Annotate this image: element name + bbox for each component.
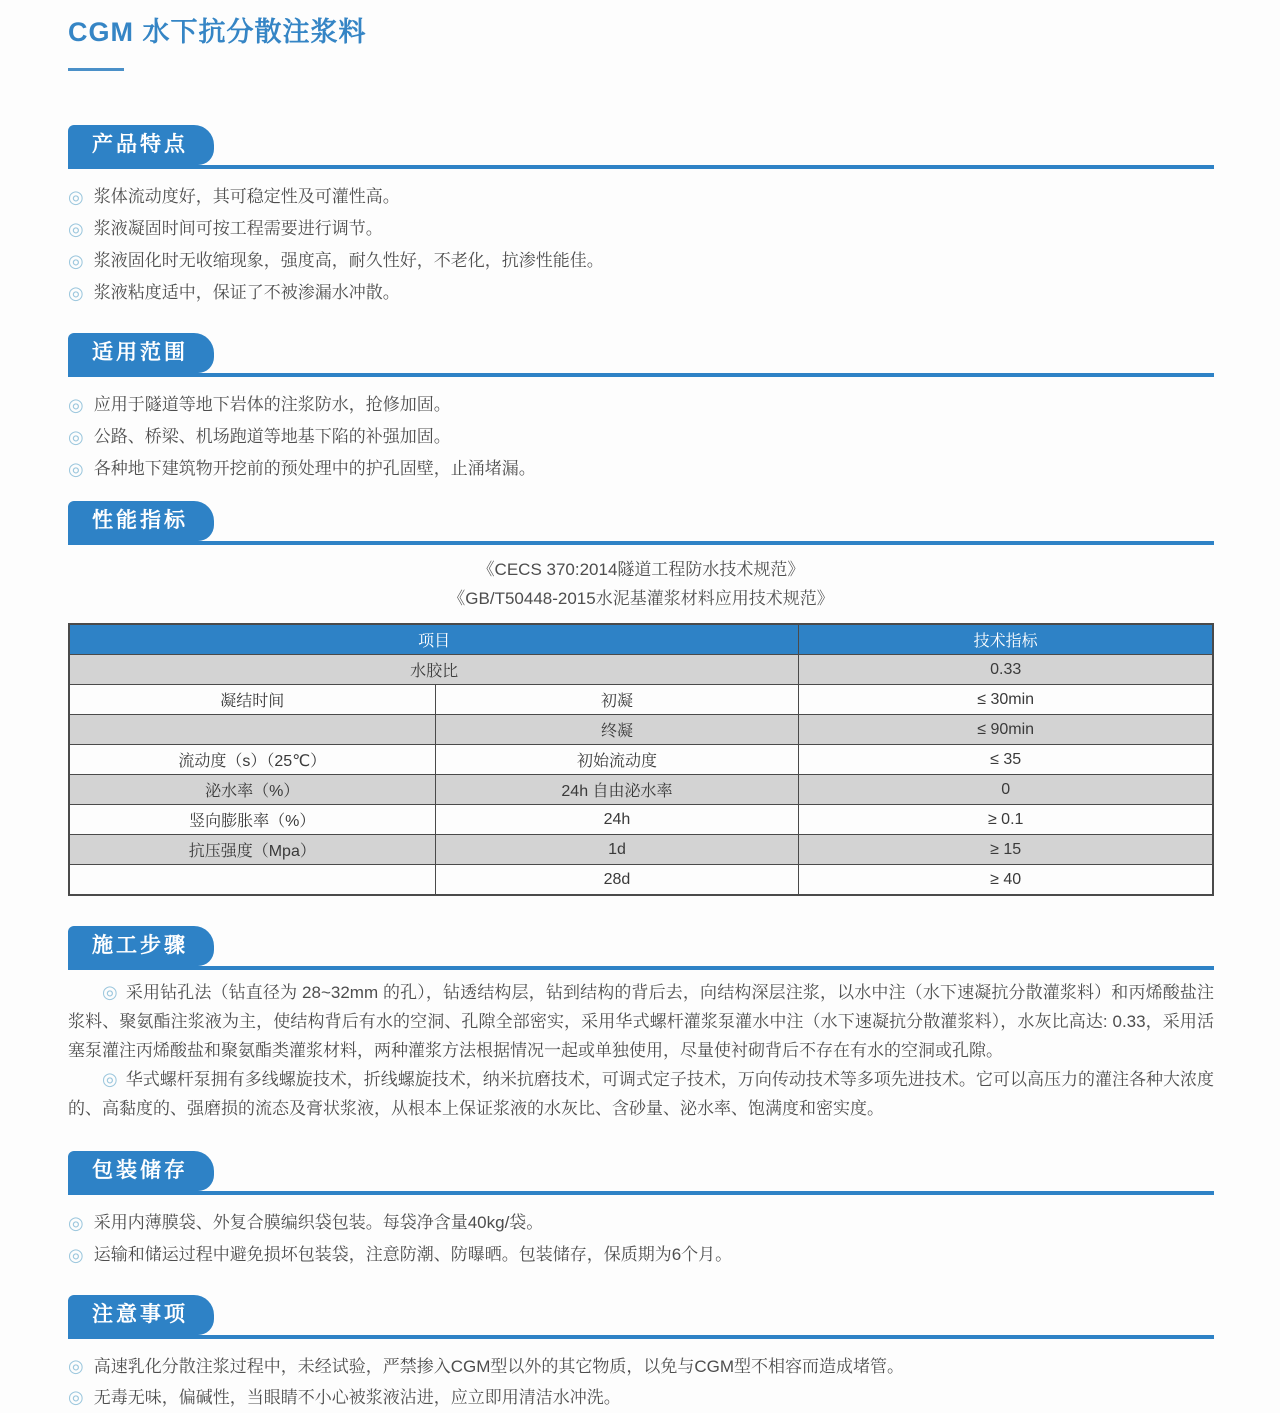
bullet-text: 浆液凝固时间可按工程需要进行调节。 <box>93 219 383 238</box>
section-performance <box>68 501 1214 896</box>
paragraph-text: 华式螺杆泵拥有多线螺旋技术，折线螺旋技术，纳米抗磨技术，可调式定子技术，万向传动技术等多项先进技术。它可以高压力的灌注各种大浓度的、高黏度的、强磨损的流态及膏状浆液，从根本上保证浆液的水灰比、含砂量、泌水率、饱满度和密实度。 <box>68 1070 1214 1118</box>
table-cell-sub: 24h <box>435 805 799 835</box>
table-header-row <box>69 624 1213 655</box>
bullet-text: 浆体流动度好，其可稳定性及可灌性高。 <box>93 187 400 206</box>
bullseye-bullet-icon: ◎ <box>68 1387 84 1407</box>
table-cell-sub: 初始流动度 <box>435 745 799 775</box>
section-packaging <box>68 1151 1214 1271</box>
table-cell-item: 凝结时间 <box>69 685 435 715</box>
scope-bullet-list <box>68 389 1214 485</box>
section-scope <box>68 333 1214 485</box>
list-item <box>68 1207 1214 1239</box>
bullet-text: 运输和储运过程中避免损坏包装袋，注意防潮、防曝晒。包装储存，保质期为6个月。 <box>93 1245 733 1264</box>
list-item <box>68 277 1214 309</box>
section-badge-construction: 施工步骤 <box>68 926 214 966</box>
section-notes <box>68 1295 1214 1413</box>
bullseye-bullet-icon: ◎ <box>68 251 84 271</box>
list-item <box>68 1239 1214 1271</box>
section-badge-features: 产品特点 <box>68 125 214 165</box>
table-header-item: 项目 <box>69 624 799 655</box>
table-cell-value: ≤ 35 <box>799 745 1213 775</box>
table-cell-sub: 28d <box>435 865 799 896</box>
bullseye-bullet-icon: ◎ <box>102 982 118 1002</box>
table-row <box>69 835 1213 865</box>
bullet-text: 各种地下建筑物开挖前的预处理中的护孔固壁，止涌堵漏。 <box>93 459 536 478</box>
section-construction <box>68 926 1214 1123</box>
table-cell-sub: 初凝 <box>435 685 799 715</box>
table-cell-sub: 24h 自由泌水率 <box>435 775 799 805</box>
bullseye-bullet-icon: ◎ <box>68 459 84 479</box>
section-badge-scope: 适用范围 <box>68 333 214 373</box>
performance-table <box>68 623 1214 896</box>
section-header-rule <box>68 125 1214 169</box>
paragraph-text: 采用钻孔法（钻直径为 28~32mm 的孔），钻透结构层，钻到结构的背后去，向结构深层注浆，以水中注（水下速凝抗分散灌浆料）和丙烯酸盐注浆料、聚氨酯注浆液为主，使结构背后有水的空洞、孔隙全部密实，采用华式螺杆灌浆泵灌水中注（水下速凝抗分散灌浆料），水灰比高达: 0.33，采用活塞泵灌注丙烯酸盐和聚氨酯类灌浆材料，两种灌浆方法根据情况一起或单独使用，尽量使衬砌背后不存在有水的空洞或孔隙。 <box>68 983 1214 1060</box>
table-cell-item: 流动度（s）（25℃） <box>69 745 435 775</box>
list-item <box>68 245 1214 277</box>
table-cell-value: ≥ 40 <box>799 865 1213 896</box>
construction-paragraphs <box>68 978 1214 1123</box>
page-title: CGM 水下抗分散注浆料 <box>68 17 367 47</box>
table-cell-value: ≥ 15 <box>799 835 1213 865</box>
standard-reference: 《GB/T50448-2015水泥基灌浆材料应用技术规范》 <box>448 589 834 608</box>
standards-block <box>68 555 1214 613</box>
table-cell-sub: 1d <box>435 835 799 865</box>
bullseye-bullet-icon: ◎ <box>68 1213 84 1233</box>
list-item <box>68 181 1214 213</box>
table-header-value: 技术指标 <box>799 624 1213 655</box>
standard-reference: 《CECS 370:2014隧道工程防水技术规范》 <box>477 560 805 579</box>
packaging-bullet-list <box>68 1207 1214 1271</box>
table-row <box>69 865 1213 896</box>
bullet-text: 高速乳化分散注浆过程中，未经试验，严禁掺入CGM型以外的其它物质，以免与CGM型不相容而造成堵管。 <box>93 1357 905 1376</box>
list-item <box>68 389 1214 421</box>
section-badge-packaging: 包装储存 <box>68 1151 214 1191</box>
table-cell-item: 水胶比 <box>69 655 799 685</box>
table-cell-item: 竖向膨胀率（%） <box>69 805 435 835</box>
features-bullet-list <box>68 181 1214 309</box>
table-row <box>69 655 1213 685</box>
bullseye-bullet-icon: ◎ <box>102 1069 118 1089</box>
bullseye-bullet-icon: ◎ <box>68 187 84 207</box>
table-row <box>69 745 1213 775</box>
bullseye-bullet-icon: ◎ <box>68 219 84 239</box>
table-row <box>69 775 1213 805</box>
table-cell-value: ≥ 0.1 <box>799 805 1213 835</box>
table-cell-item <box>69 715 435 745</box>
section-header-rule <box>68 926 1214 970</box>
bullet-text: 应用于隧道等地下岩体的注浆防水，抢修加固。 <box>93 395 451 414</box>
bullseye-bullet-icon: ◎ <box>68 1245 84 1265</box>
table-row <box>69 805 1213 835</box>
list-item <box>68 213 1214 245</box>
list-item <box>68 1382 1214 1413</box>
list-item <box>68 1351 1214 1382</box>
list-item <box>68 453 1214 485</box>
bullet-text: 浆液粘度适中，保证了不被渗漏水冲散。 <box>93 283 400 302</box>
bullseye-bullet-icon: ◎ <box>68 283 84 303</box>
table-cell-item: 泌水率（%） <box>69 775 435 805</box>
section-header-rule <box>68 1295 1214 1339</box>
table-cell-item <box>69 865 435 896</box>
table-cell-item: 抗压强度（Mpa） <box>69 835 435 865</box>
section-header-rule <box>68 501 1214 545</box>
title-underline <box>68 68 124 71</box>
section-header-rule <box>68 333 1214 377</box>
table-cell-value: ≤ 90min <box>799 715 1213 745</box>
bullseye-bullet-icon: ◎ <box>68 1356 84 1376</box>
table-row <box>69 715 1213 745</box>
list-item <box>68 421 1214 453</box>
bullseye-bullet-icon: ◎ <box>68 395 84 415</box>
table-cell-value: 0 <box>799 775 1213 805</box>
paragraph <box>68 1065 1214 1123</box>
table-row <box>69 685 1213 715</box>
table-cell-sub: 终凝 <box>435 715 799 745</box>
bullet-text: 采用内薄膜袋、外复合膜编织袋包装。每袋净含量40kg/袋。 <box>93 1213 544 1232</box>
table-cell-value: 0.33 <box>799 655 1213 685</box>
section-features <box>68 125 1214 309</box>
section-badge-performance: 性能指标 <box>68 501 214 541</box>
section-header-rule <box>68 1151 1214 1195</box>
section-badge-notes: 注意事项 <box>68 1295 214 1335</box>
bullseye-bullet-icon: ◎ <box>68 427 84 447</box>
bullet-text: 公路、桥梁、机场跑道等地基下陷的补强加固。 <box>93 427 451 446</box>
paragraph <box>68 978 1214 1065</box>
bullet-text: 无毒无味，偏碱性，当眼睛不小心被浆液沾进，应立即用清洁水冲洗。 <box>93 1388 621 1407</box>
bullet-text: 浆液固化时无收缩现象，强度高，耐久性好，不老化，抗渗性能佳。 <box>93 251 604 270</box>
table-cell-value: ≤ 30min <box>799 685 1213 715</box>
